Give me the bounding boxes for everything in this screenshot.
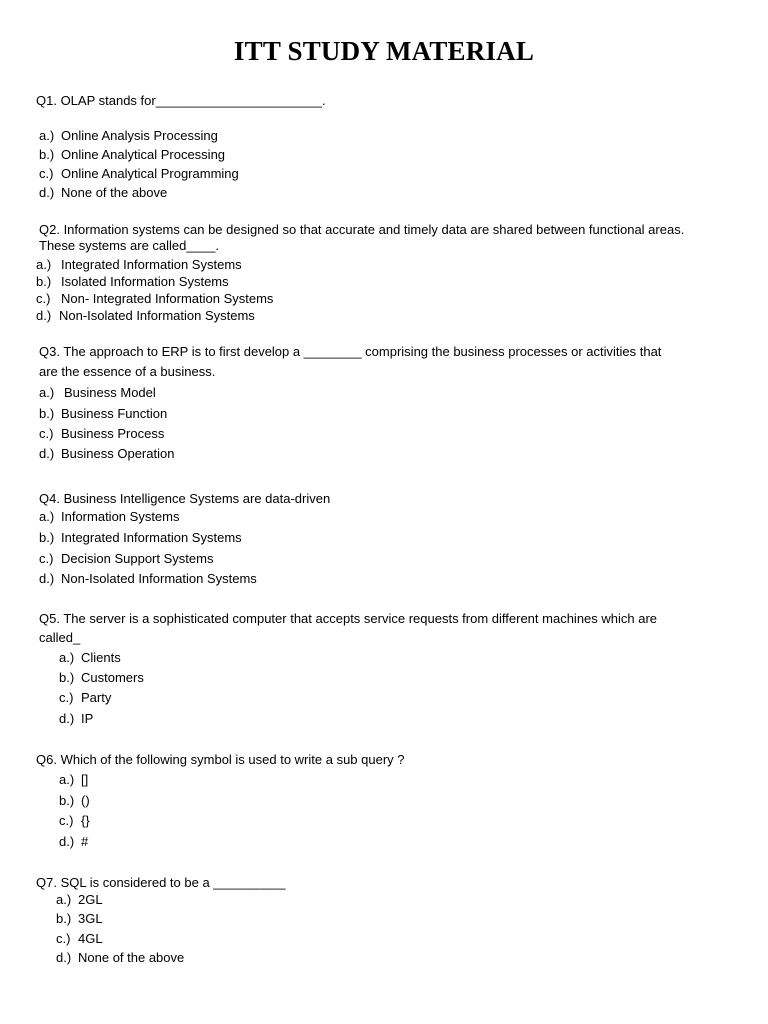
- question-4-option-b: b.) Integrated Information Systems: [39, 530, 242, 545]
- question-3-option-b: b.) Business Function: [39, 406, 168, 421]
- question-3-text: Q3. The approach to ERP is to first develop a ________ comprising the business processes or activities that: [39, 344, 662, 359]
- question-7-option-b: b.) 3GL: [56, 911, 103, 926]
- question-7-text: Q7. SQL is considered to be a __________: [36, 875, 286, 890]
- question-1-option-b: b.) Online Analytical Processing: [39, 147, 226, 162]
- question-1-option-d: d.) None of the above: [39, 185, 168, 200]
- question-6-option-d: d.) #: [59, 834, 89, 849]
- question-5-option-c: c.) Party: [59, 690, 112, 705]
- question-2-text: Q2. Information systems can be designed so that accurate and timely data are shared between functional areas.: [39, 222, 685, 237]
- question-6-option-c: c.) {}: [59, 813, 90, 828]
- question-7-option-d: d.) None of the above: [56, 950, 185, 965]
- question-7-option-a: a.) 2GL: [56, 892, 103, 907]
- question-4-option-d: d.) Non-Isolated Information Systems: [39, 571, 257, 586]
- question-5-option-d: d.) IP: [59, 711, 94, 726]
- question-1-text: Q1. OLAP stands for_______________________.: [36, 93, 326, 108]
- question-2-option-b: b.) Isolated Information Systems: [36, 274, 229, 289]
- question-2-option-d: d.) Non-Isolated Information Systems: [36, 308, 255, 323]
- question-3-option-d: d.) Business Operation: [39, 446, 175, 461]
- question-3-option-c: c.) Business Process: [39, 426, 165, 441]
- question-5-option-a: a.) Clients: [59, 650, 121, 665]
- question-2-option-c: c.) Non- Integrated Information Systems: [36, 291, 274, 306]
- question-7-option-c: c.) 4GL: [56, 931, 103, 946]
- question-6-option-a: a.) []: [59, 772, 89, 787]
- question-3-option-a: a.) Business Model: [39, 385, 156, 400]
- question-5-option-b: b.) Customers: [59, 670, 144, 685]
- question-5-text-continued: called_: [39, 630, 81, 645]
- question-2-text-continued: These systems are called____.: [39, 238, 219, 253]
- question-1-option-c: c.) Online Analytical Programming: [39, 166, 239, 181]
- question-1-option-a: a.) Online Analysis Processing: [39, 128, 218, 143]
- question-4-option-a: a.) Information Systems: [39, 509, 180, 524]
- document-title: ITT STUDY MATERIAL: [233, 36, 535, 66]
- question-4-option-c: c.) Decision Support Systems: [39, 551, 214, 566]
- question-6-text: Q6. Which of the following symbol is used to write a sub query ?: [36, 752, 405, 767]
- question-2-option-a: a.) Integrated Information Systems: [36, 257, 242, 272]
- question-6-option-b: b.) (): [59, 793, 90, 808]
- question-3-text-continued: are the essence of a business.: [39, 364, 216, 379]
- question-4-text: Q4. Business Intelligence Systems are data-driven: [39, 491, 331, 506]
- question-5-text: Q5. The server is a sophisticated computer that accepts service requests from different machines which are: [39, 611, 658, 626]
